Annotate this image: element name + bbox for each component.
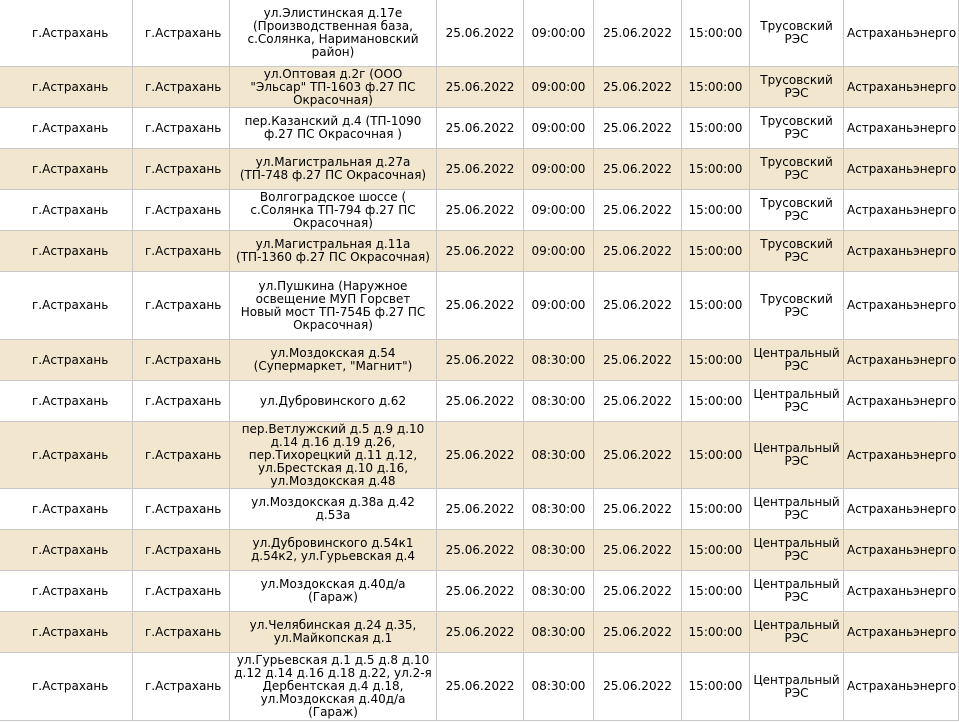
- address-cell: ул.Элистинская д.17е (Производственная база, с.Солянка, Наримановский район): [230, 0, 437, 67]
- start-time-cell: 08:30:00: [524, 571, 594, 612]
- locality-cell: г.Астрахань: [133, 0, 230, 67]
- end-time-cell: 15:00:00: [682, 571, 750, 612]
- locality-cell: г.Астрахань: [133, 571, 230, 612]
- start-time-cell: 09:00:00: [524, 231, 594, 272]
- table-row: [0, 272, 959, 340]
- address-cell: ул.Моздокская д.54 (Супермаркет, "Магнит"): [230, 340, 437, 381]
- locality-cell: г.Астрахань: [133, 231, 230, 272]
- end-time-cell: 15:00:00: [682, 190, 750, 231]
- table-row: [0, 381, 959, 422]
- start-time-cell: 09:00:00: [524, 0, 594, 67]
- res-cell: Центральный РЭС: [750, 571, 844, 612]
- table-row: [0, 489, 959, 530]
- end-date-cell: 25.06.2022: [594, 231, 682, 272]
- table-row: [0, 571, 959, 612]
- address-cell: Волгоградское шоссе ( с.Солянка ТП-794 ф.27 ПС Окрасочная): [230, 190, 437, 231]
- start-date-cell: 25.06.2022: [437, 612, 524, 653]
- start-time-cell: 08:30:00: [524, 489, 594, 530]
- city-cell: г.Астрахань: [0, 272, 133, 340]
- end-date-cell: 25.06.2022: [594, 612, 682, 653]
- city-cell: г.Астрахань: [0, 422, 133, 489]
- city-cell: г.Астрахань: [0, 530, 133, 571]
- table-row: [0, 530, 959, 571]
- end-time-cell: 15:00:00: [682, 108, 750, 149]
- start-time-cell: 08:30:00: [524, 381, 594, 422]
- start-date-cell: 25.06.2022: [437, 67, 524, 108]
- city-cell: г.Астрахань: [0, 571, 133, 612]
- address-cell: ул.Гурьевская д.1 д.5 д.8 д.10 д.12 д.14 д.16 д.18 д.22, ул.2-я Дербентская д.4 д.18, ул.Моздокская д.40д/а (Гараж): [230, 653, 437, 721]
- address-cell: пер.Казанский д.4 (ТП-1090 ф.27 ПС Окрасочная ): [230, 108, 437, 149]
- end-date-cell: 25.06.2022: [594, 67, 682, 108]
- start-date-cell: 25.06.2022: [437, 108, 524, 149]
- city-cell: г.Астрахань: [0, 653, 133, 721]
- start-date-cell: 25.06.2022: [437, 0, 524, 67]
- res-cell: Центральный РЭС: [750, 422, 844, 489]
- res-cell: Трусовский РЭС: [750, 149, 844, 190]
- res-cell: Центральный РЭС: [750, 489, 844, 530]
- city-cell: г.Астрахань: [0, 67, 133, 108]
- organization-cell: Астраханьэнерго: [844, 422, 959, 489]
- end-time-cell: 15:00:00: [682, 653, 750, 721]
- end-date-cell: 25.06.2022: [594, 653, 682, 721]
- organization-cell: Астраханьэнерго: [844, 231, 959, 272]
- table-row: [0, 340, 959, 381]
- address-cell: пер.Ветлужский д.5 д.9 д.10 д.14 д.16 д.19 д.26, пер.Тихорецкий д.11 д.12, ул.Брестская д.10 д.16, ул.Моздокская д.48: [230, 422, 437, 489]
- table-row: [0, 422, 959, 489]
- organization-cell: Астраханьэнерго: [844, 149, 959, 190]
- address-cell: ул.Моздокская д.38а д.42 д.53а: [230, 489, 437, 530]
- end-time-cell: 15:00:00: [682, 530, 750, 571]
- address-cell: ул.Дубровинского д.54к1 д.54к2, ул.Гурьевская д.4: [230, 530, 437, 571]
- table-row: [0, 149, 959, 190]
- end-date-cell: 25.06.2022: [594, 272, 682, 340]
- res-cell: Трусовский РЭС: [750, 0, 844, 67]
- end-time-cell: 15:00:00: [682, 612, 750, 653]
- start-date-cell: 25.06.2022: [437, 422, 524, 489]
- start-time-cell: 09:00:00: [524, 272, 594, 340]
- start-date-cell: 25.06.2022: [437, 530, 524, 571]
- end-time-cell: 15:00:00: [682, 231, 750, 272]
- locality-cell: г.Астрахань: [133, 190, 230, 231]
- city-cell: г.Астрахань: [0, 231, 133, 272]
- res-cell: Трусовский РЭС: [750, 67, 844, 108]
- end-date-cell: 25.06.2022: [594, 489, 682, 530]
- organization-cell: Астраханьэнерго: [844, 381, 959, 422]
- start-date-cell: 25.06.2022: [437, 653, 524, 721]
- start-time-cell: 08:30:00: [524, 653, 594, 721]
- start-date-cell: 25.06.2022: [437, 149, 524, 190]
- end-time-cell: 15:00:00: [682, 340, 750, 381]
- organization-cell: Астраханьэнерго: [844, 530, 959, 571]
- address-cell: ул.Дубровинского д.62: [230, 381, 437, 422]
- end-date-cell: 25.06.2022: [594, 0, 682, 67]
- table-row: [0, 653, 959, 721]
- end-time-cell: 15:00:00: [682, 67, 750, 108]
- start-time-cell: 09:00:00: [524, 108, 594, 149]
- locality-cell: г.Астрахань: [133, 108, 230, 149]
- res-cell: Центральный РЭС: [750, 381, 844, 422]
- locality-cell: г.Астрахань: [133, 272, 230, 340]
- start-time-cell: 08:30:00: [524, 612, 594, 653]
- address-cell: ул.Пушкина (Наружное освещение МУП Горсвет Новый мост ТП-754Б ф.27 ПС Окрасочная): [230, 272, 437, 340]
- locality-cell: г.Астрахань: [133, 381, 230, 422]
- res-cell: Трусовский РЭС: [750, 108, 844, 149]
- address-cell: ул.Магистральная д.27а (ТП-748 ф.27 ПС Окрасочная): [230, 149, 437, 190]
- table-row: [0, 0, 959, 67]
- start-date-cell: 25.06.2022: [437, 340, 524, 381]
- organization-cell: Астраханьэнерго: [844, 190, 959, 231]
- city-cell: г.Астрахань: [0, 381, 133, 422]
- start-date-cell: 25.06.2022: [437, 231, 524, 272]
- organization-cell: Астраханьэнерго: [844, 340, 959, 381]
- res-cell: Трусовский РЭС: [750, 190, 844, 231]
- address-cell: ул.Моздокская д.40д/а (Гараж): [230, 571, 437, 612]
- locality-cell: г.Астрахань: [133, 340, 230, 381]
- locality-cell: г.Астрахань: [133, 530, 230, 571]
- end-date-cell: 25.06.2022: [594, 422, 682, 489]
- organization-cell: Астраханьэнерго: [844, 67, 959, 108]
- city-cell: г.Астрахань: [0, 190, 133, 231]
- res-cell: Центральный РЭС: [750, 530, 844, 571]
- start-time-cell: 09:00:00: [524, 190, 594, 231]
- start-date-cell: 25.06.2022: [437, 489, 524, 530]
- start-time-cell: 08:30:00: [524, 340, 594, 381]
- city-cell: г.Астрахань: [0, 489, 133, 530]
- locality-cell: г.Астрахань: [133, 67, 230, 108]
- organization-cell: Астраханьэнерго: [844, 272, 959, 340]
- locality-cell: г.Астрахань: [133, 489, 230, 530]
- end-time-cell: 15:00:00: [682, 272, 750, 340]
- start-date-cell: 25.06.2022: [437, 190, 524, 231]
- res-cell: Трусовский РЭС: [750, 272, 844, 340]
- table-row: [0, 67, 959, 108]
- locality-cell: г.Астрахань: [133, 653, 230, 721]
- organization-cell: Астраханьэнерго: [844, 0, 959, 67]
- res-cell: Трусовский РЭС: [750, 231, 844, 272]
- city-cell: г.Астрахань: [0, 108, 133, 149]
- end-date-cell: 25.06.2022: [594, 381, 682, 422]
- start-date-cell: 25.06.2022: [437, 381, 524, 422]
- res-cell: Центральный РЭС: [750, 340, 844, 381]
- end-time-cell: 15:00:00: [682, 0, 750, 67]
- start-time-cell: 09:00:00: [524, 149, 594, 190]
- city-cell: г.Астрахань: [0, 340, 133, 381]
- table-row: [0, 108, 959, 149]
- organization-cell: Астраханьэнерго: [844, 108, 959, 149]
- end-time-cell: 15:00:00: [682, 381, 750, 422]
- table-row: [0, 612, 959, 653]
- locality-cell: г.Астрахань: [133, 422, 230, 489]
- end-date-cell: 25.06.2022: [594, 340, 682, 381]
- locality-cell: г.Астрахань: [133, 612, 230, 653]
- organization-cell: Астраханьэнерго: [844, 612, 959, 653]
- table-row: [0, 190, 959, 231]
- res-cell: Центральный РЭС: [750, 653, 844, 721]
- organization-cell: Астраханьэнерго: [844, 489, 959, 530]
- address-cell: ул.Оптовая д.2г (ООО "Эльсар" ТП-1603 ф.27 ПС Окрасочная): [230, 67, 437, 108]
- city-cell: г.Астрахань: [0, 0, 133, 67]
- address-cell: ул.Челябинская д.24 д.35, ул.Майкопская д.1: [230, 612, 437, 653]
- end-date-cell: 25.06.2022: [594, 530, 682, 571]
- address-cell: ул.Магистральная д.11а (ТП-1360 ф.27 ПС Окрасочная): [230, 231, 437, 272]
- end-time-cell: 15:00:00: [682, 422, 750, 489]
- end-date-cell: 25.06.2022: [594, 190, 682, 231]
- res-cell: Центральный РЭС: [750, 612, 844, 653]
- end-date-cell: 25.06.2022: [594, 571, 682, 612]
- city-cell: г.Астрахань: [0, 149, 133, 190]
- end-time-cell: 15:00:00: [682, 489, 750, 530]
- start-time-cell: 08:30:00: [524, 422, 594, 489]
- start-date-cell: 25.06.2022: [437, 272, 524, 340]
- end-date-cell: 25.06.2022: [594, 108, 682, 149]
- end-date-cell: 25.06.2022: [594, 149, 682, 190]
- start-date-cell: 25.06.2022: [437, 571, 524, 612]
- locality-cell: г.Астрахань: [133, 149, 230, 190]
- end-time-cell: 15:00:00: [682, 149, 750, 190]
- organization-cell: Астраханьэнерго: [844, 571, 959, 612]
- start-time-cell: 08:30:00: [524, 530, 594, 571]
- organization-cell: Астраханьэнерго: [844, 653, 959, 721]
- start-time-cell: 09:00:00: [524, 67, 594, 108]
- city-cell: г.Астрахань: [0, 612, 133, 653]
- table-row: [0, 231, 959, 272]
